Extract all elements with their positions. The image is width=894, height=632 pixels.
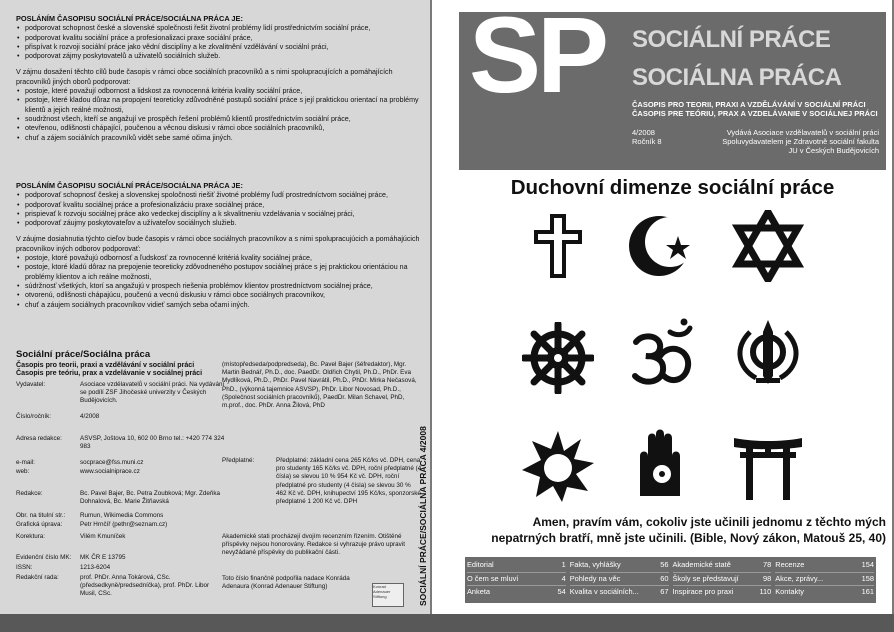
support-item: • postoje, které považují odbornost a lidskost za rovnocenná kritéria kvality sociální práce, [16, 87, 426, 96]
support-item: • otevřenou, odlišnosti chápající, poučenou a věcnou diskusi v rámci obce sociálních pracovníků, [16, 124, 426, 133]
publisher-info: Vydává Asociace vzdělavatelů v sociální práci Spoluvydavatelem je Zdravotně sociální fakulta JU v Českých Budějovicích [722, 128, 879, 155]
support-item: • súdržnosť všetkých, ktorí sa angažujú v prospech riešenia problémov klientov prostredníctvom sociálnej práce, [16, 282, 426, 291]
toc-item: Akademické statě 78 [673, 559, 772, 573]
mission-item: • přispívat k rozvoji sociální práce jako vědní disciplíny a ke zkvalitnění vzdělávání v sociální práci, [16, 43, 426, 52]
toc-item: Pohledy na věc 60 [570, 573, 669, 587]
mission-item: • podporovat kvalitu sociální práce a profesionalizaci praxe sociální práce, [16, 34, 426, 43]
toc-item: Školy se představují 98 [673, 573, 772, 587]
support-item: • postoje, které kladou důraz na propojení teoreticky zdůvodněné postupů sociální práce s její praktickou orientací na problémy klientů a jejich reálné možnosti, [16, 96, 426, 115]
nine-point-star-icon [522, 430, 594, 502]
support-item: • chuť a zájem sociálních pracovníků vidět sebe samé očima jiných. [16, 134, 426, 143]
om-icon [626, 318, 698, 390]
imprint-row: Obr. na titulní str.: Rumun, Wikimedia Commons [16, 512, 164, 519]
imprint-row: Vydavatel: Asociace vzdělavatelů v sociální práci. Na vydávání se podílí ZSF Jihočeské univerzity v Českých Budějovicích. [16, 381, 225, 405]
imprint-row: Redakční rada: prof. PhDr. Anna Tokárová, CSc. (předsedkyně/predsedníčka), prof. PhDr. Libor Musil, CSc. [16, 574, 210, 598]
toc-column [467, 559, 566, 601]
volume-number: Ročník 8 [632, 137, 662, 146]
mission-item: • podporovať záujmy poskytovateľov a užívateľov sociálnych služieb. [16, 219, 426, 228]
support-item: • postoje, ktoré kladú dôraz na prepojenie teoreticky zdôvodneného postupov sociálnej práce s jej praktickou orientáciou na problémy klientov a ich reálne možnosti, [16, 263, 426, 282]
toc-item: Recenze 154 [775, 559, 874, 573]
mission-sk [16, 181, 426, 310]
torii-icon [732, 428, 804, 500]
imprint-row: Grafická úprava: Petr Hrnčíř (pethr@seznam.cz) [16, 521, 168, 528]
toc-item: Inspirace pro praxi 110 [672, 587, 772, 596]
cross-icon [522, 210, 594, 282]
support-item: • soudržnost všech, kteří se angažují ve prospěch řešení problémů klientů prostřednictvím sociální práce, [16, 115, 426, 124]
imprint-row: Redakce: Bc. Pavel Bajer, Bc. Petra Zoubková; Mgr. Zdeňka Dohnalová, Bc. Marie Žitňavská [16, 490, 220, 506]
imprint-subtitle: Časopis pro teorii, praxi a vzdělávání v sociální práci [16, 361, 195, 369]
mission-item: • podporovať kvalitu sociálnej práce a profesionalizáciu praxe sociálnej práce, [16, 201, 426, 210]
mission-heading: POSLÁNÍM ČASOPISU SOCIÁLNÍ PRÁCE/SOCIÁLNA PRÁCA JE: [16, 181, 243, 190]
support-item: • postoje, ktoré považujú odbornosť a ľudskosť za rovnocenné kritériá kvality sociálnej práce, [16, 254, 426, 263]
journal-title-cz: SOCIÁLNÍ PRÁCE [632, 26, 831, 53]
imprint-subtitle: Časopis pre teóriu, prax a vzdelávanie v sociálnej práci [16, 369, 203, 377]
toc-item: Editorial 1 [467, 559, 566, 573]
imprint-row: ISSN: 1213-6204 [16, 564, 111, 571]
editorial-board: (místopředseda/podpredseda), Bc. Pavel Bajer (šéfredaktor), Mgr. Martin Bednář, Ph.D., doc. PaedDr. Oldřich Chytil, Ph.D., PhDr. Eva Mydlíková, Ph.D., PhDr. Pavel Navrátil, Ph.D., PhDr. Mirka Nečasová, PhD., (výkonná tajemnice ASVSP), PhDr. Libor Novosad, Ph.D., (Společnost sociálních pracovníků), PaedDr. Milan Schavel, PhD, m.prof., doc. PhDr. Anna Žilová, PhD [222, 361, 417, 410]
review-note: Akademické stati procházejí dvojím recenzním řízením. Otištěné příspěvky nejsou honorovány. Redakce si vyhrazuje právo upravit nevyžádané příspěvky do publikační části. [222, 533, 405, 557]
imprint-row: Číslo/ročník: 4/2008 [16, 413, 100, 420]
imprint-title: Sociální práce/Sociálna práca [16, 349, 151, 360]
mission-cz [16, 14, 426, 143]
toc-column [775, 559, 874, 601]
toc-item: Anketa 54 [467, 587, 566, 596]
support-item: • otvorenú, odlišnosti chápajúcu, poučenú a vecnú diskusiu v rámci obce sociálnych pracovníkov, [16, 291, 426, 300]
crescent-star-icon [626, 210, 698, 282]
funding-note: Toto číslo finančně podpořila nadace Konráda Adenaura (Konrad Adenauer Stiftung) [222, 575, 350, 591]
imprint-row: Evidenční číslo MK: MK ČR E 13795 [16, 554, 126, 561]
subscription-info: Předplatné: Předplatné: základní cena 265 Kč/ks vč. DPH, cena pro studenty 165 Kč/ks vč. DPH, roční předplatné (4 čísla) se slevou 10 % 954 Kč vč. DPH, roční předplatné pro studenty (4 čísla) se slevou 30 % 462 Kč vč. DPH, knihupectví 195 Kč/ks, sponzorské předplatné 1 200 Kč vč. DPH [222, 457, 422, 506]
sponsor-logo: Konrad Adenauer Stiftung [372, 583, 404, 607]
subtitle-cz: ČASOPIS PRO TEORII, PRAXI A VZDĚLÁVÁNÍ V SOCIÁLNÍ PRÁCI [632, 100, 866, 109]
mission-item: • podporovat zájmy poskytovatelů a uživatelů sociálních služeb. [16, 52, 426, 61]
spine-text: SOCIÁLNÍ PRÁCE/SOCIÁLNA PRÁCA 4/2008 [418, 426, 428, 606]
toc-item: Kvalita v sociálních... 67 [569, 587, 669, 596]
subtitle-sk: ČASOPIS PRE TEÓRIU, PRAX A VZDELÁVANIE V SOCIÁLNEJ PRÁCI [632, 109, 878, 118]
star-of-david-icon [732, 210, 804, 282]
issue-info [632, 128, 662, 146]
mission-intro: V záujme dosiahnutia týchto cieľov bude časopis v rámci obce sociálnych pracovníkov a s nimi spolupracujúcich a pomáhajúcich pracovníkov iných odborov podporovať: [16, 235, 420, 253]
masthead [459, 0, 886, 170]
khanda-icon [732, 318, 804, 390]
journal-logo: SP [469, 0, 606, 115]
mission-item: • prispievať k rozvoju sociálnej práce ako vedeckej disciplíny a k skvalitneniu vzdelávania v sociálnej práci, [16, 210, 426, 219]
back-cover [0, 0, 430, 614]
imprint-row: Korektura: Vilém Kmuníček [16, 533, 126, 540]
support-item: • chuť a záujem sociálnych pracovníkov vidieť samých seba očami iných. [16, 301, 426, 310]
cover-headline: Duchovní dimenze sociální práce [510, 176, 835, 199]
mission-item: • podporovať schopnosť českej a slovenskej spoločnosti riešiť životné problémy ľudí prostredníctvom sociálnej práce, [16, 191, 426, 200]
mission-item: • podporovat schopnost české a slovenské společnosti řešit životní problémy lidí prostřednictvím sociální práce, [16, 24, 426, 33]
toc-item: Akce, zprávy... 158 [775, 573, 874, 587]
hamsa-hand-icon [626, 426, 698, 498]
imprint-row: e-mail: socprace@fss.muni.cz [16, 459, 144, 466]
toc-item: Fakta, vyhlášky 56 [570, 559, 669, 573]
toc-item: O čem se mluví 4 [467, 573, 566, 587]
imprint-row: web: www.socialniprace.cz [16, 468, 140, 475]
toc-item: Kontakty 161 [775, 587, 874, 596]
toc-column [673, 559, 772, 601]
journal-title-sk: SOCIÁLNA PRÁCA [632, 64, 842, 91]
mission-intro: V zájmu dosažení těchto cílů bude časopis v rámci obce sociálních pracovníků a s nimi spolupracujících a pomáhajících pracovníků jiných oborů podporovat: [16, 68, 393, 86]
bible-quote: Amen, pravím vám, cokoliv jste učinili jednomu z těchto mých nepatrných bratří, mně jste učinili. (Bible, Nový zákon, Matouš 25, 40) [491, 515, 886, 545]
table-of-contents [465, 557, 876, 603]
toc-column [570, 559, 669, 601]
imprint-row: Adresa redakce: ASVSP, Joštova 10, 602 00 Brno tel.: +420 774 324 983 [16, 435, 225, 451]
issue-number: 4/2008 [632, 128, 655, 137]
front-cover [432, 0, 892, 614]
dharma-wheel-icon [522, 322, 594, 394]
mission-heading: POSLÁNÍM ČASOPISU SOCIÁLNÍ PRÁCE/SOCIÁLNA PRÁCA JE: [16, 14, 243, 23]
viewer-bottom-bar [0, 614, 894, 632]
